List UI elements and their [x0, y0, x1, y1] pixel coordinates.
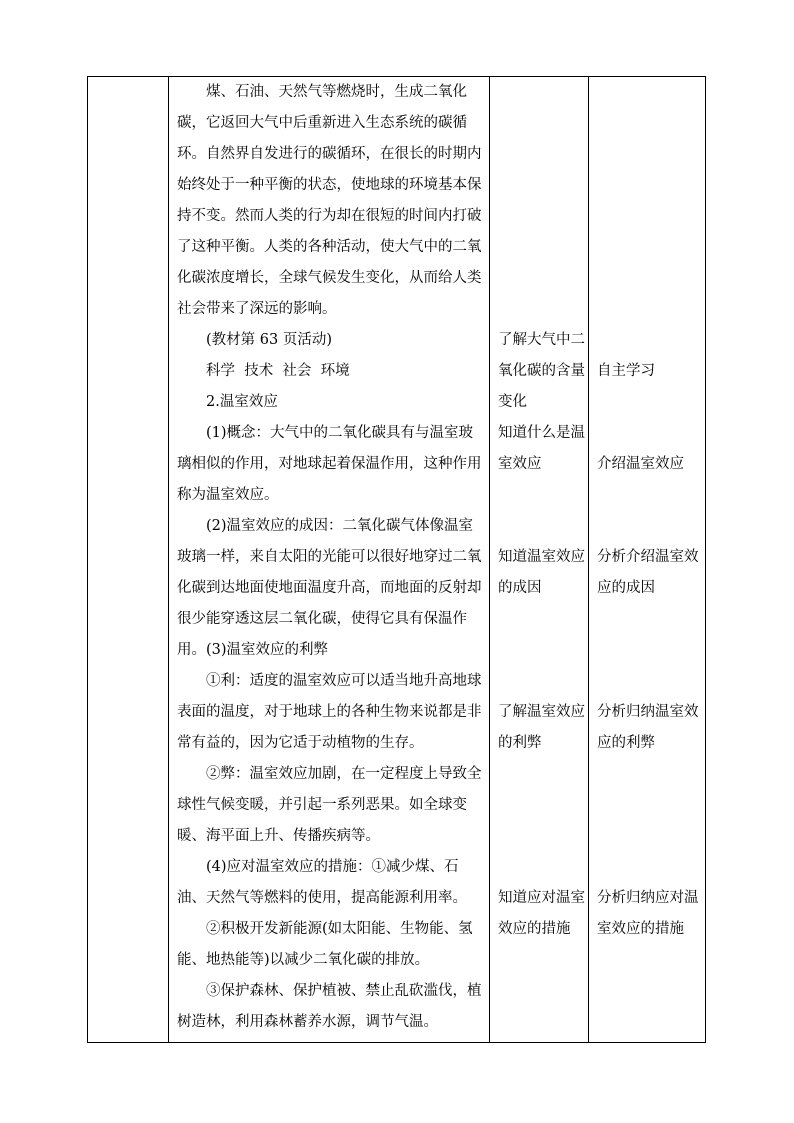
goal-column — [490, 77, 588, 1042]
paragraph-sts: 科学 技术 社会 环境 — [206, 363, 350, 379]
goal-greenhouse-cause: 知道温室效应的成因 — [498, 549, 585, 596]
paragraph-textbook-activity: (教材第 63 页活动) — [206, 332, 332, 348]
activity-analyze-pros-cons: 分析归纳温室效应的利弊 — [597, 704, 699, 751]
paragraph-protect-forest: ③保护森林、保护植被、禁止乱砍滥伐，植树造林，利用森林蓄养水源，调节气温。 — [177, 983, 482, 1030]
paragraph-cons: ②弊：温室效应加剧，在一定程度上导致全球性气候变暖，并引起一系列恶果。如全球变暖、海平面上升、传播疾病等。 — [177, 766, 482, 844]
goal-pros-cons: 了解温室效应的利弊 — [498, 704, 585, 751]
activity-analyze-cause: 分析介绍温室效应的成因 — [597, 549, 699, 596]
goal-greenhouse-definition: 知道什么是温室效应 — [498, 425, 585, 472]
paragraph-balance: 自然界自发进行的碳循环，在很长的时期内始终处于一种平衡的状态，使地球的环境基本保持不变。然而人类的行为却在很短的时间内打破了这种平衡。人类的各种活动，使大气中的二氧化碳浓度增长，全球气候发生变化，从而给人类社会带来了深远的影响。 — [177, 146, 482, 317]
lesson-table — [87, 76, 706, 1043]
goal-measures: 知道应对温室效应的措施 — [498, 890, 585, 937]
paragraph-measures: (4)应对温室效应的措施：①减少煤、石油、天然气等燃料的使用，提高能源利用率。 — [177, 859, 467, 906]
content-column — [169, 77, 489, 1042]
paragraph-cause: (2)温室效应的成因：二氧化碳气体像温室玻璃一样，来自太阳的光能可以很好地穿过二氧化碳到达地面使地面温度升高，而地面的反射却很少能穿透这层二氧化碳，使得它具有保温作用。 — [177, 518, 482, 658]
activity-analyze-measures: 分析归纳应对温室效应的措施 — [597, 890, 699, 937]
paragraph-new-energy: ②积极开发新能源(如太阳能、生物能、氢能、地热能等)以减少二氧化碳的排放。 — [177, 921, 473, 968]
activity-introduce: 介绍温室效应 — [597, 456, 684, 472]
goal-co2-change: 了解大气中二氧化碳的含量变化 — [498, 332, 585, 410]
paragraph-pros: ①利：适度的温室效应可以适当地升高地球表面的温度，对于地球上的各种生物来说都是非常有益的，因为它适于动植物的生存。 — [177, 673, 482, 751]
paragraph-concept: (1)概念：大气中的二氧化碳具有与温室玻璃相似的作用，对地球起着保温作用，这种作用称为温室效应。 — [177, 425, 482, 503]
paragraph-carbon-cycle: 煤、石油、天然气等燃烧时，生成二氧化碳，它返回大气中后重新进入生态系统的碳循环。 — [177, 84, 467, 162]
activity-column — [589, 77, 707, 1042]
paragraph-pros-cons-heading: (3)温室效应的利弊 — [206, 642, 329, 658]
section-heading-greenhouse: 2.温室效应 — [206, 394, 278, 410]
activity-self-study: 自主学习 — [597, 363, 655, 379]
